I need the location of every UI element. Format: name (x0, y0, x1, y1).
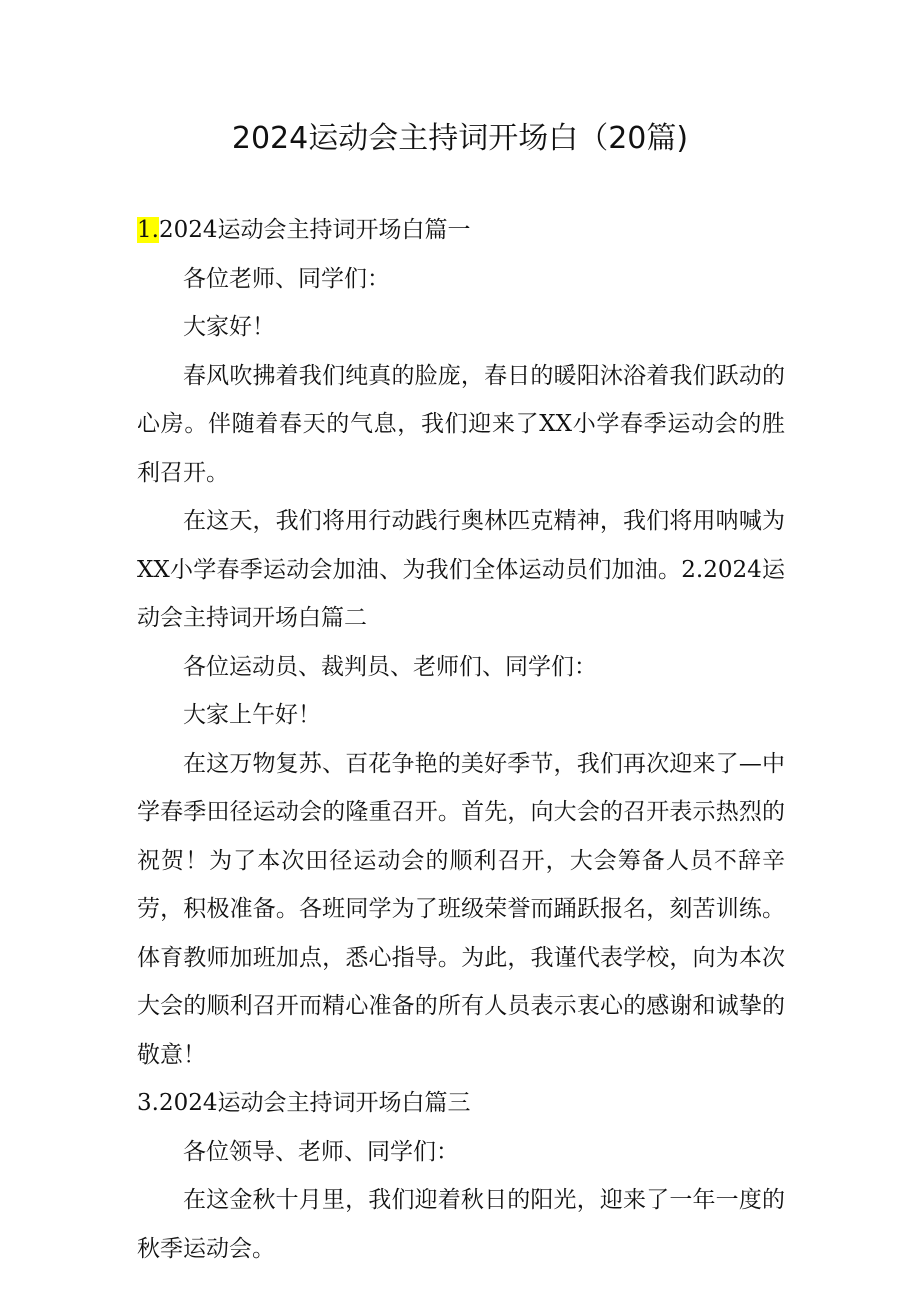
body-paragraph: 春风吹拂着我们纯真的脸庞，春日的暖阳沐浴着我们跃动的心房。伴随着春天的气息，我们迎来了XX小学春季运动会的胜利召开。 (137, 362, 785, 486)
section-1-title: 2024运动会主持词开场白篇一 (158, 217, 471, 243)
section-3-heading: 3.2024运动会主持词开场白篇三 (137, 1090, 471, 1116)
highlighted-section-number: 1. (137, 217, 159, 243)
document-title: 2024运动会主持词开场白（20篇) (231, 121, 689, 156)
body-paragraph: 在这金秋十月里，我们迎着秋日的阳光，迎来了一年一度的秋季运动会。 (137, 1187, 785, 1262)
document-body (137, 206, 785, 1273)
section-1-heading (137, 206, 785, 255)
greeting-paragraph: 大家好！ (183, 314, 275, 340)
salutation-paragraph: 各位运动员、裁判员、老师们、同学们： (183, 653, 597, 680)
salutation-paragraph: 各位老师、同学们： (183, 265, 390, 292)
body-paragraph: 在这天，我们将用行动践行奥林匹克精神，我们将用呐喊为XX小学春季运动会加油、为我们全体运动员们加油。2.2024运动会主持词开场白篇二 (137, 508, 785, 631)
greeting-paragraph: 大家上午好！ (183, 702, 321, 728)
salutation-paragraph: 各位领导、老师、同学们： (183, 1138, 459, 1165)
body-paragraph: 在这万物复苏、百花争艳的美好季节，我们再次迎来了—中学春季田径运动会的隆重召开。首先，向大会的召开表示热烈的祝贺！为了本次田径运动会的顺利召开，大会筹备人员不辞辛劳，积极准备。各班同学为了班级荣誉而踊跃报名，刻苦训练。体育教师加班加点，悉心指导。为此，我谨代表学校，向为本次大会的顺利召开而精心准备的所有人员表示衷心的感谢和诚挚的敬意！ (137, 750, 785, 1068)
